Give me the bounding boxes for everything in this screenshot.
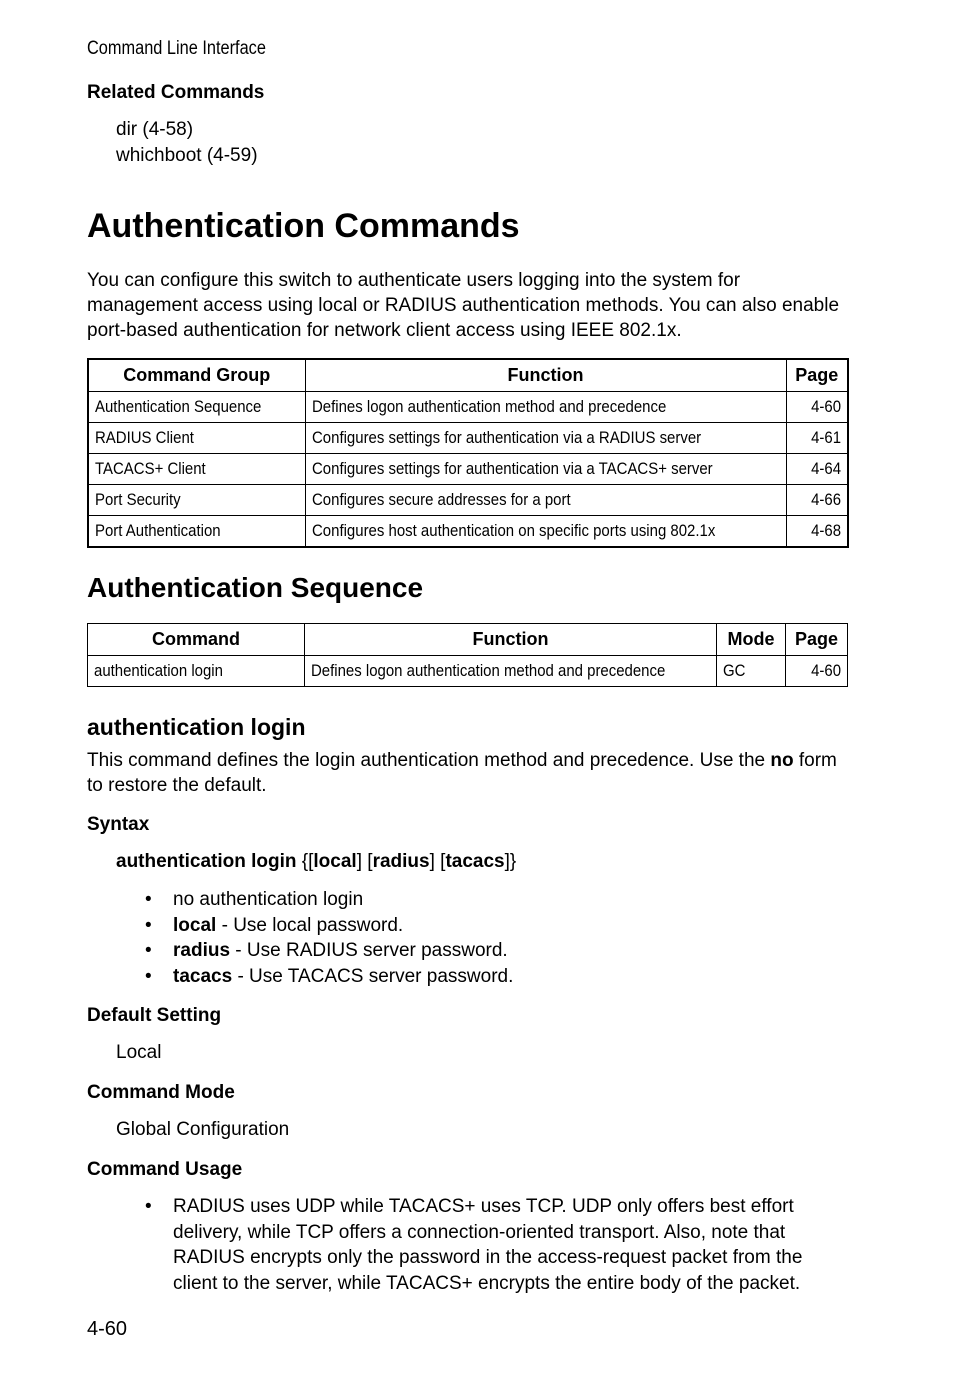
column-header: Command	[88, 624, 305, 656]
table-row	[88, 392, 848, 423]
column-header: Page	[786, 359, 848, 392]
column-header: Page	[786, 624, 848, 656]
cell-command-group: Authentication Sequence	[95, 397, 262, 416]
parameter-text: - Use RADIUS server password.	[230, 940, 508, 961]
description-text: form to restore the default.	[87, 750, 837, 796]
cell-function: Configures host authentication on specific ports using 802.1x	[311, 521, 715, 540]
list-item	[145, 913, 847, 939]
command-mode-value: Global Configuration	[116, 1119, 290, 1140]
parameter-keyword: local	[173, 914, 217, 936]
syntax-keyword: tacacs	[445, 851, 505, 872]
cell-function: Configures settings for authentication via a TACACS+ server	[311, 459, 713, 478]
table-header-row	[88, 624, 848, 656]
section-intro: You can configure this switch to authenticate users logging into the system for management access using local or RADIUS authentication methods. You can also enable port-based authentication for network client access using IEEE 802.1x.	[87, 270, 840, 341]
table-row	[88, 516, 848, 548]
syntax-punct: ]}	[504, 851, 517, 872]
parameter-keyword: tacacs	[173, 965, 233, 987]
parameter-keyword: radius	[173, 940, 231, 961]
list-item: • RADIUS uses UDP while TACACS+ uses TCP. UDP only offers best effort delivery, while TCP offers a connection-oriented transport. Also, note that RADIUS encrypts only the password in the access-request packet from the client to the server, while TACACS+ encrypts the entire body of the packet.	[145, 1194, 847, 1296]
list-item	[145, 964, 847, 990]
command-mode-heading: Command Mode	[87, 1082, 235, 1103]
parameter-text: - Use TACACS server password.	[232, 965, 514, 987]
cell-page: 4-68	[811, 521, 841, 540]
command-usage-heading: Command Usage	[87, 1159, 243, 1180]
command-title: authentication login	[87, 714, 306, 740]
parameter-text: - Use local password.	[216, 914, 404, 936]
parameter-text: no authentication login	[173, 889, 364, 910]
cell-page: 4-61	[811, 428, 841, 447]
column-header: Function	[305, 359, 786, 392]
cell-page: 4-60	[811, 661, 841, 680]
table-row	[88, 485, 848, 516]
cell-page: 4-66	[811, 490, 841, 509]
syntax-punct: {[	[296, 851, 314, 872]
list-item	[145, 887, 847, 913]
running-header: Command Line Interface	[87, 38, 266, 59]
cell-command-group: Port Security	[95, 490, 181, 509]
command-usage-list	[145, 1194, 847, 1296]
cell-mode: GC	[723, 661, 746, 680]
cell-function: Configures secure addresses for a port	[311, 490, 571, 509]
description-text: This command defines the login authentication method and precedence. Use the	[87, 750, 771, 771]
syntax-command: authentication login	[116, 851, 297, 872]
table-row	[88, 423, 848, 454]
cell-command-group: TACACS+ Client	[95, 459, 206, 478]
syntax-keyword: local	[313, 851, 357, 872]
table-header-row	[88, 359, 848, 392]
syntax-punct: ] [	[356, 851, 373, 872]
cell-function: Configures settings for authentication via a RADIUS server	[311, 428, 701, 447]
cell-page: 4-60	[811, 397, 841, 416]
related-commands-heading: Related Commands	[87, 82, 265, 103]
column-header: Function	[305, 624, 717, 656]
syntax-parameter-list	[145, 887, 847, 989]
cell-command-group: RADIUS Client	[95, 428, 194, 447]
table-row	[88, 656, 848, 687]
syntax-keyword: radius	[372, 851, 430, 872]
syntax-punct: ] [	[429, 851, 446, 872]
command-description	[87, 748, 847, 798]
command-table	[87, 623, 848, 687]
cell-function: Defines logon authentication method and precedence	[311, 661, 666, 680]
syntax-line	[116, 851, 516, 873]
cell-command-group: Port Authentication	[95, 521, 221, 540]
section-title: Authentication Commands	[87, 207, 520, 245]
cell-command: authentication login	[94, 661, 223, 680]
related-command-link[interactable]: dir (4-58)	[116, 119, 194, 140]
keyword-no: no	[770, 750, 794, 771]
syntax-heading: Syntax	[87, 814, 150, 835]
column-header: Command Group	[88, 359, 305, 392]
default-setting-value: Local	[116, 1042, 162, 1063]
column-header: Mode	[717, 624, 786, 656]
related-command-link[interactable]: whichboot (4-59)	[116, 145, 258, 166]
page-number: 4-60	[87, 1318, 128, 1340]
table-row	[88, 454, 848, 485]
cell-page: 4-64	[811, 459, 841, 478]
subsection-title: Authentication Sequence	[87, 572, 424, 603]
default-setting-heading: Default Setting	[87, 1005, 222, 1026]
command-group-table	[87, 358, 849, 548]
cell-function: Defines logon authentication method and precedence	[311, 397, 666, 416]
list-item	[145, 938, 847, 964]
